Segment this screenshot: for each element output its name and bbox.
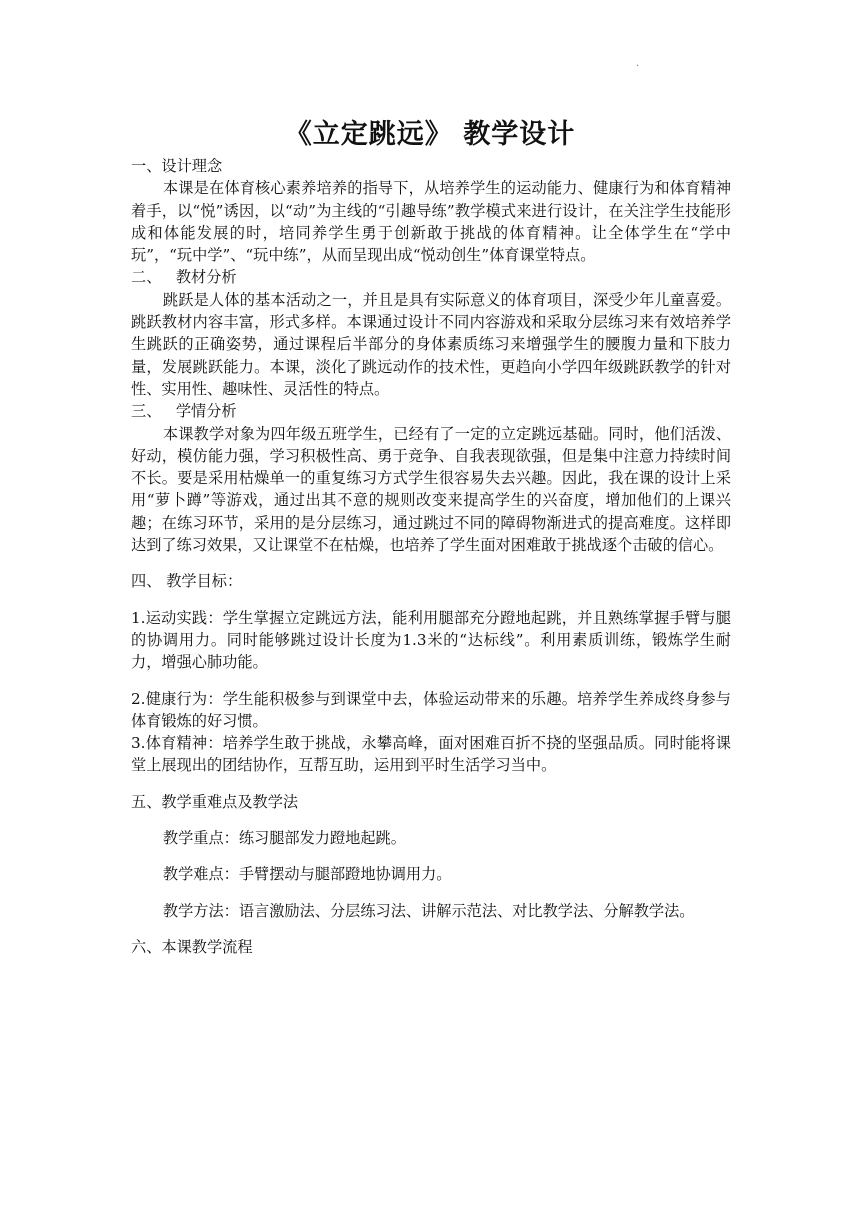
section-heading-3: 三、 学情分析 (131, 402, 237, 421)
teaching-key-point: 教学重点：练习腿部发力蹬地起跳。 (162, 829, 406, 848)
teaching-difficulty: 教学难点：手臂摆动与腿部蹬地协调用力。 (162, 865, 452, 884)
goal-item-2: 2.健康行为：学生能积极参与到课堂中去，体验运动带来的乐趣。培养学生养成终身参与体育锻炼的好习惯。 (131, 689, 731, 730)
section-heading-1: 一、设计理念 (131, 157, 223, 175)
section-heading-4: 四、 教学目标： (131, 572, 243, 591)
document-body (131, 155, 731, 958)
section-heading-5: 五、教学重难点及教学法 (131, 792, 299, 811)
section-heading-2: 二、 教材分析 (131, 268, 237, 287)
section-paragraph-2: 跳跃是人体的基本活动之一，并且是具有实际意义的体育项目，深受少年儿童喜爱。跳跃教材内容丰富，形式多样。本课通过设计不同内容游戏和采取分层练习来有效培养学生跳跃的正确姿势，通过课程后半部分的身体素质练习来增强学生的腰腹力量和下肢力量，发展跳跃能力。本课，淡化了跳远动作的技术性，更趋向小学四年级跳跃教学的针对性、实用性、趣味性、灵活性的特点。 (131, 290, 731, 398)
section-paragraph-1: 本课是在体育核心素养培养的指导下，从培养学生的运动能力、健康行为和体育精神着手，以“悦”诱因，以“动”为主线的“引趣导练”教学模式来进行设计，在关注学生技能形成和体能发展的时，培同养学生勇于创新敢于挑战的体育精神。让全体学生在“学中玩”，“玩中学”、“玩中练”，从而呈现出成“悦动创生”体育课堂特点。 (131, 179, 731, 265)
corner-dot: . (636, 58, 640, 69)
goal-item-1: 1.运动实践：学生掌握立定跳远方法，能利用腿部充分蹬地起跳，并且熟练掌握手臂与腿的协调用力。同时能够跳过设计长度为1.3米的“达标线”。利用素质训练，锻炼学生耐力，增强心肺功能。 (131, 608, 731, 672)
goal-item-3: 3.体育精神：培养学生敢于挑战，永攀高峰，面对困难百折不挠的坚强品质。同时能将课堂上展现出的团结协作，互帮互助，运用到平时生活学习当中。 (131, 734, 731, 775)
teaching-methods: 教学方法：语言激励法、分层练习法、讲解示范法、对比教学法、分解教学法。 (162, 901, 695, 920)
section-heading-6: 六、本课教学流程 (131, 937, 253, 956)
section-paragraph-3: 本课教学对象为四年级五班学生，已经有了一定的立定跳远基础。同时，他们活泼、好动，模仿能力强，学习积极性高、勇于竞争、自我表现欲强，但是集中注意力持续时间不长。要是采用枯燥单一的重复练习方式学生很容易失去兴趣。因此，我在课的设计上采用“萝卜蹲”等游戏，通过出其不意的规则改变来提高学生的兴奋度，增加他们的上课兴趣；在练习环节，采用的是分层练习，通过跳过不同的障碍物渐进式的提高难度。这样即达到了练习效果，又让课堂不在枯燥，也培养了学生面对困难敢于挑战逐个击破的信心。 (131, 424, 731, 555)
document-title: 《立定跳远》 教学设计 (284, 119, 576, 150)
